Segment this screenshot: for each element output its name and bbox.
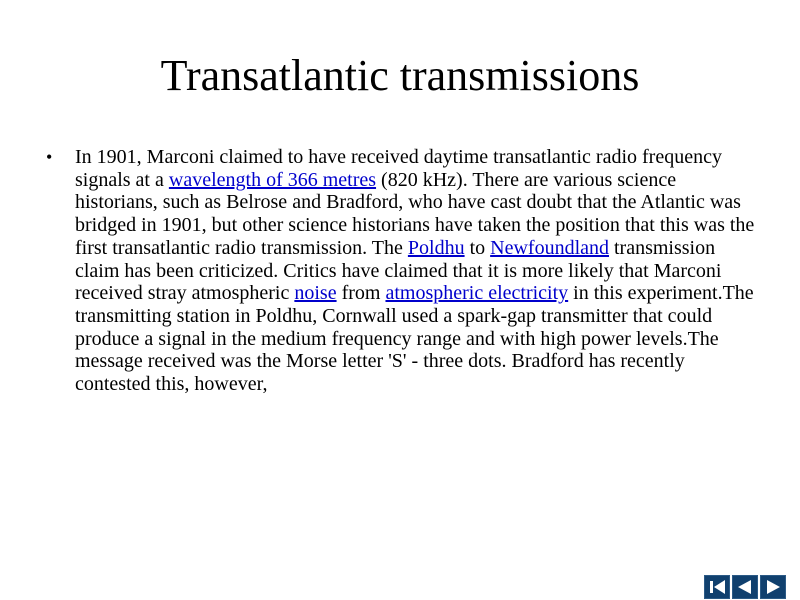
atmospheric-electricity-link[interactable]: atmospheric electricity <box>385 282 569 305</box>
next-slide-icon <box>763 579 783 595</box>
newfoundland-link[interactable]: Newfoundland <box>490 236 609 259</box>
wavelength-link[interactable]: wavelength of 366 metres <box>168 168 377 191</box>
first-slide-button[interactable] <box>704 575 730 599</box>
bullet-text-segment: in this experiment.The transmitting station in Poldhu, Cornwall used a spark-gap transmitter that could produce a signal in the medium frequency range and with high power levels.The message received was the Morse letter 'S' - three dots. Bradford has recently contested this, however, <box>75 282 754 396</box>
bullet-text-segment: to <box>464 236 491 259</box>
bullet-dot-icon: • <box>46 147 53 167</box>
bullet-text-segment: (820 kHz). There are various science historians, such as Belrose and Bradford, who have cast doubt that the Atlantic was bridged in 1901, but other science historians have taken the position that this was the first transatlantic radio transmission. The <box>75 168 755 259</box>
noise-link[interactable]: noise <box>294 282 337 305</box>
bullet-text-segment: transmission claim has been criticized. Critics have claimed that it is more likely that Marconi received stray atmospheric <box>75 236 722 305</box>
previous-slide-button[interactable] <box>732 575 758 599</box>
first-slide-icon <box>707 579 727 595</box>
bullet-item <box>44 146 756 396</box>
next-slide-button[interactable] <box>760 575 786 599</box>
slide-title: Transatlantic transmissions <box>160 51 640 100</box>
bullet-text-segment: In 1901, Marconi claimed to have received daytime transatlantic radio frequency signals at a <box>75 146 722 191</box>
bullet-list <box>44 146 756 396</box>
previous-slide-icon <box>735 579 755 595</box>
bullet-text <box>75 146 755 396</box>
slide-navigation <box>704 575 788 600</box>
poldhu-link[interactable]: Poldhu <box>407 236 465 259</box>
bullet-text-segment: from <box>336 282 386 305</box>
